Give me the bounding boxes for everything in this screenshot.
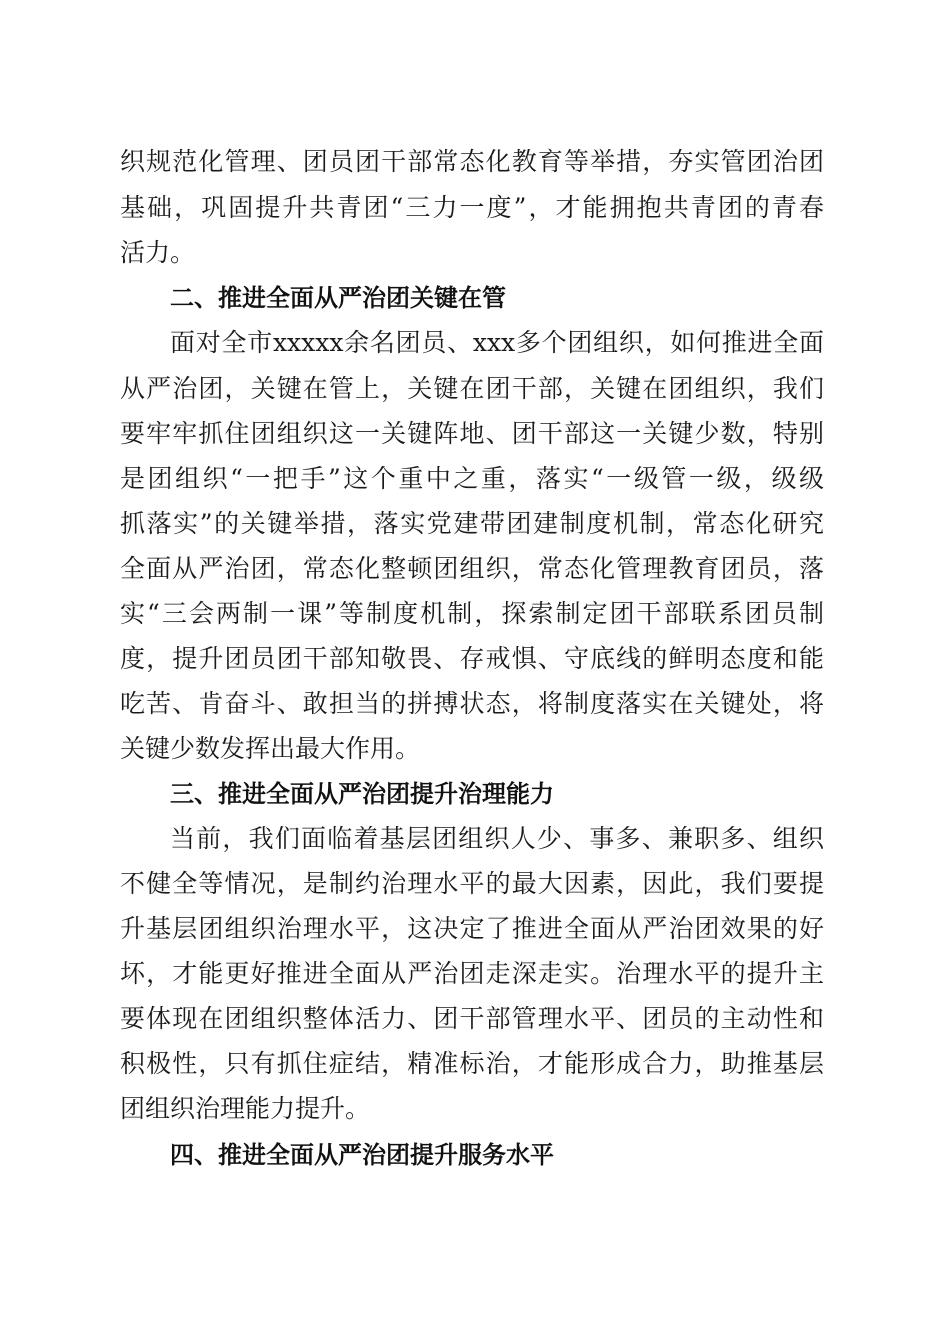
section-heading-4: 四、推进全面从严治团提升服务水平 bbox=[170, 1141, 554, 1169]
paragraph-intro-line-3: 活力。 bbox=[120, 238, 196, 267]
paragraph-2-line-9: 吃苦、肯奋斗、敢担当的拼搏状态，将制度落实在关键处，将 bbox=[120, 689, 824, 718]
paragraph-3-line-1: 当前，我们面临着基层团组织人少、事多、兼职多、组织 bbox=[170, 824, 824, 853]
paragraph-2-line-5: 抓落实”的关键举措，落实党建带团建制度机制，常态化研究 bbox=[120, 509, 824, 538]
paragraph-3-line-5: 要体现在团组织整体活力、团干部管理水平、团员的主动性和 bbox=[120, 1004, 824, 1033]
paragraph-intro-line-1: 织规范化管理、团员团干部常态化教育等举措，夯实管团治团 bbox=[120, 147, 824, 176]
paragraph-2-line-4: 是团组织“一把手”这个重中之重，落实“一级管一级，级级 bbox=[120, 464, 824, 493]
paragraph-2-line-10: 关键少数发挥出最大作用。 bbox=[120, 734, 421, 763]
section-heading-2: 二、推进全面从严治团关键在管 bbox=[170, 284, 506, 312]
section-heading-3: 三、推进全面从严治团提升治理能力 bbox=[170, 780, 554, 808]
paragraph-3-line-2: 不健全等情况，是制约治理水平的最大因素，因此，我们要提 bbox=[120, 869, 824, 898]
paragraph-intro-line-2: 基础，巩固提升共青团“三力一度”，才能拥抱共青团的青春 bbox=[120, 193, 824, 222]
paragraph-2-line-2: 从严治团，关键在管上，关键在团干部，关键在团组织，我们 bbox=[120, 374, 824, 403]
paragraph-3-line-3: 升基层团组织治理水平，这决定了推进全面从严治团效果的好 bbox=[120, 914, 824, 943]
paragraph-3-line-4: 坏，才能更好推进全面从严治团走深走实。治理水平的提升主 bbox=[120, 959, 824, 988]
paragraph-2-line-8: 度，提升团员团干部知敬畏、存戒惧、守底线的鲜明态度和能 bbox=[120, 644, 824, 673]
paragraph-3-line-6: 积极性，只有抓住症结，精准标治，才能形成合力，助推基层 bbox=[120, 1049, 824, 1078]
paragraph-3-line-7: 团组织治理能力提升。 bbox=[120, 1094, 371, 1123]
paragraph-2-line-6: 全面从严治团，常态化整顿团组织，常态化管理教育团员，落 bbox=[120, 554, 824, 583]
paragraph-2-line-7: 实“三会两制一课”等制度机制，探索制定团干部联系团员制 bbox=[120, 599, 824, 628]
paragraph-2-line-3: 要牢牢抓住团组织这一关键阵地、团干部这一关键少数，特别 bbox=[120, 419, 824, 448]
paragraph-2-line-1: 面对全市xxxxx余名团员、xxx多个团组织，如何推进全面 bbox=[170, 328, 824, 357]
